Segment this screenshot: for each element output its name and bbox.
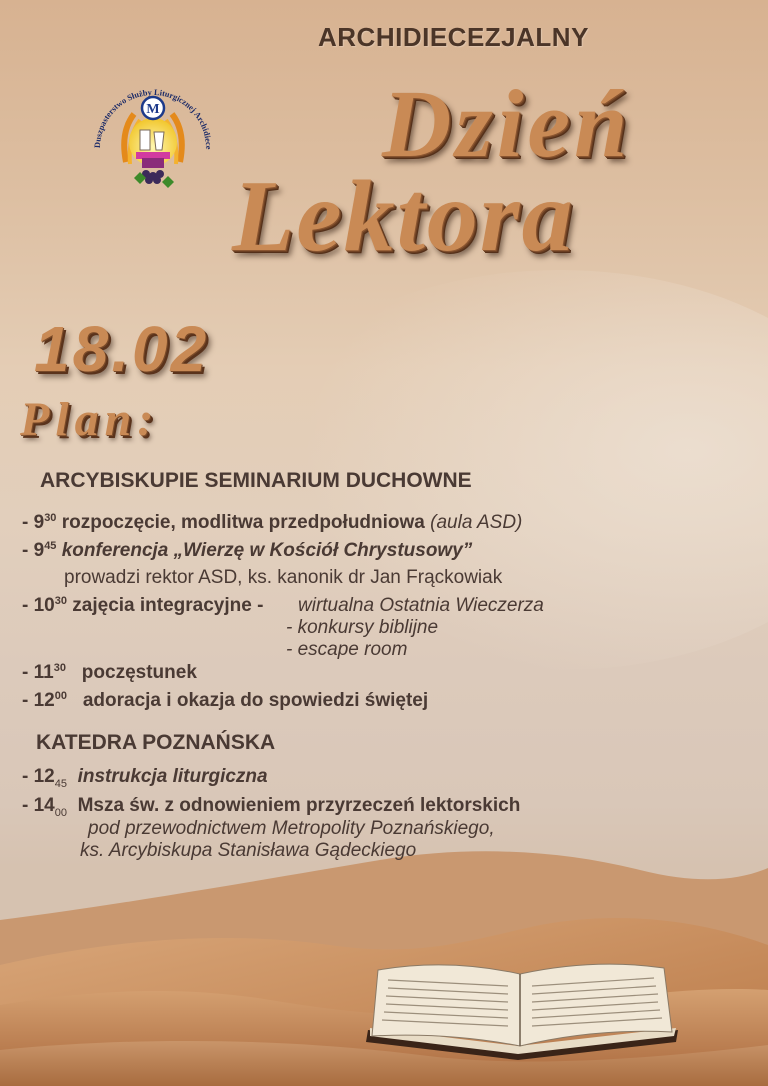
kicker-archdiocesan: ARCHIDIECEZJALNY (318, 22, 589, 52)
schedule-item-0945-detail: prowadzi rektor ASD, ks. kanonik dr Jan Frąckowiak (64, 567, 503, 588)
plan-heading: Plan: (20, 393, 160, 446)
event-date: 18.02 (34, 313, 210, 385)
section-cathedral-title: KATEDRA POZNAŃSKA (36, 731, 276, 754)
title-dzien: Dzień (382, 70, 632, 177)
schedule-item-0945: - $9^{45}$ konferencja „Wierzę w Kościół Chrystusowy” (22, 540, 473, 561)
schedule-item-1130: - $11^{30}$ poczęstunek (22, 662, 197, 683)
schedule-item-1400: - $14_{00}$ Msza św. z odnowieniem przyrzeczeń lektorskich (22, 795, 521, 819)
mass-archbishop-line: ks. Arcybiskupa Stanisława Gądeckiego (80, 840, 417, 861)
activity-bible-contests: - konkursy biblijne (286, 617, 439, 638)
schedule-item-0930: - $9^{30}$ rozpoczęcie, modlitwa przedpołudniowa (aula ASD) (22, 512, 523, 533)
svg-text:M: M (146, 102, 160, 117)
schedule-item-1030: - $10^{30}$ zajęcia integracyjne - (22, 595, 264, 616)
open-bible-icon (358, 950, 688, 1060)
activity-last-supper: wirtualna Ostatnia Wieczerza (298, 595, 544, 616)
section-seminary-title: ARCYBISKUPIE SEMINARIUM DUCHOWNE (40, 469, 472, 492)
svg-text:Duszpasterstwo Służby Liturgic: Duszpasterstwo Służby Liturgicznej Archidiece (92, 87, 214, 150)
activity-escape-room: - escape room (286, 639, 408, 660)
schedule-item-1245: - $12_{45}$ instrukcja liturgiczna (22, 766, 268, 790)
mass-presider-line: pod przewodnictwem Metropolity Poznańskiego, (88, 818, 495, 839)
title-lektora: Lektora (232, 160, 575, 273)
logo-emblem-icon (82, 72, 224, 214)
liturgical-service-logo (82, 72, 224, 214)
schedule-item-1200: - $12^{00}$ adoracja i okazja do spowiedzi świętej (22, 690, 429, 711)
